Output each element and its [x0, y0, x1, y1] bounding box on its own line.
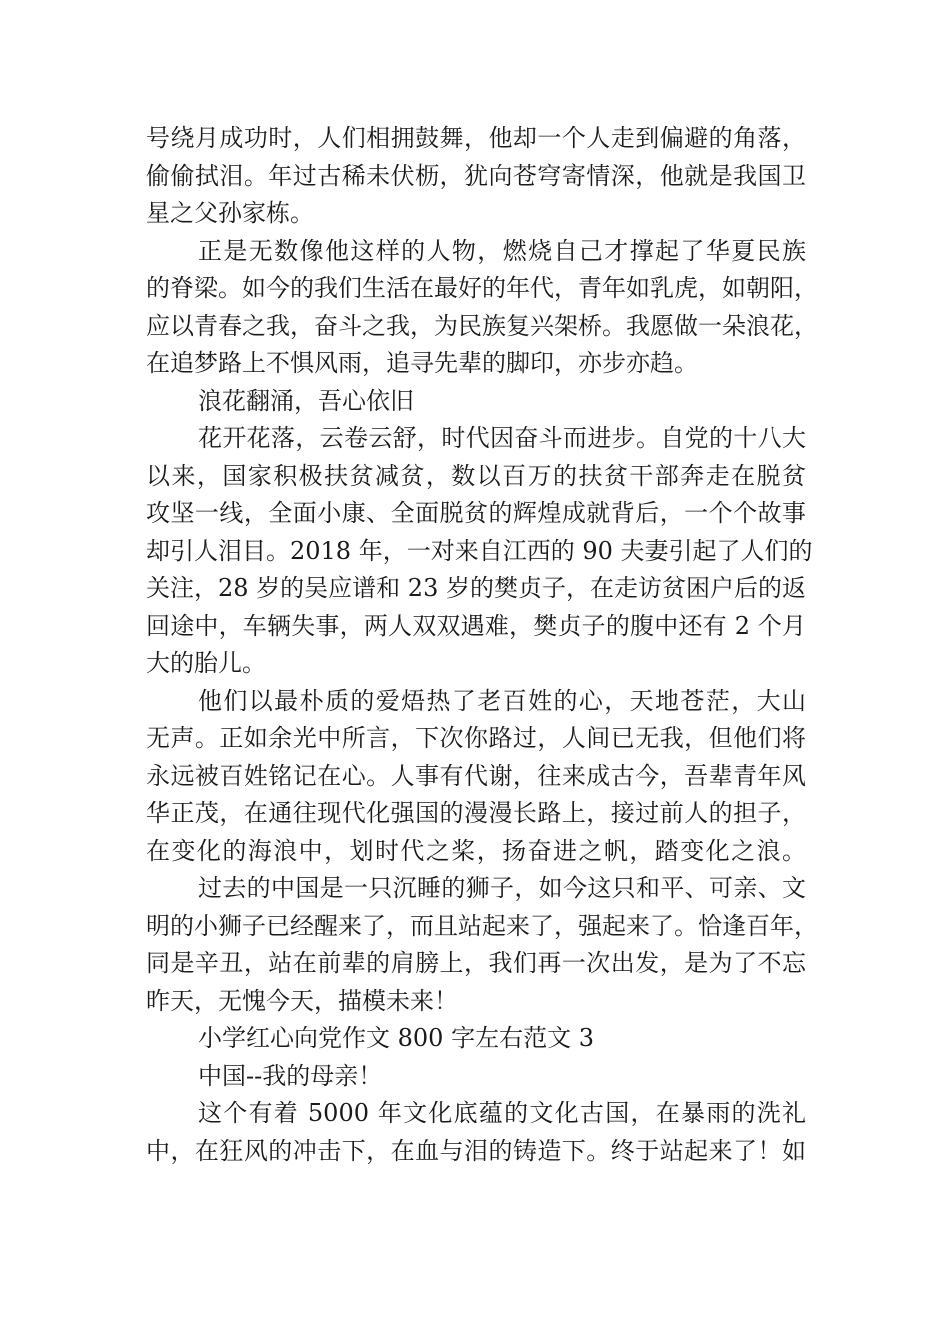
text-line: 大的胎儿。 — [146, 649, 266, 677]
text-line: 的脊梁。如今的我们生活在最好的年代，青年如乳虎，如朝阳， — [146, 274, 818, 302]
paragraph-first-line: 小学红心向党作文 800 字左右范文 3 — [198, 1024, 594, 1052]
text-line: 昨天，无愧今天，描模未来！ — [146, 986, 458, 1015]
text-line: 偷偷拭泪。年过古稀未伏枥，犹向苍穹寄情深，他就是我国卫 — [146, 161, 806, 190]
paragraph-first-line: 过去的中国是一只沉睡的狮子，如今这只和平、可亲、文 — [198, 874, 806, 902]
text-line: 攻坚一线，全面小康、全面脱贫的辉煌成就背后，一个个故事 — [146, 499, 806, 527]
paragraph-first-line: 正是无数像他这样的人物，燃烧自己才撑起了华夏民族 — [198, 236, 806, 265]
text-line: 同是辛丑，站在前辈的肩膀上，我们再一次出发，是为了不忘 — [146, 949, 806, 977]
text-line: 以来，国家积极扶贫减贫，数以百万的扶贫干部奔走在脱贫 — [146, 461, 806, 490]
paragraph-first-line: 浪花翻涌，吾心依旧 — [198, 386, 414, 415]
text-line: 永远被百姓铭记在心。人事有代谢，往来成古今，吾辈青年风 — [146, 761, 806, 790]
text-line: 却引人泪目。2018 年，一对来自江西的 90 夫妻引起了人们的 — [146, 536, 813, 565]
paragraph-first-line: 花开花落，云卷云舒，时代因奋斗而进步。自党的十八大 — [198, 424, 806, 452]
text-line: 中，在狂风的冲击下，在血与泪的铸造下。终于站起来了！如 — [146, 1136, 806, 1165]
text-line: 应以青春之我，奋斗之我，为民族复兴架桥。我愿做一朵浪花， — [146, 311, 818, 340]
text-line: 华正茂，在通往现代化强国的漫漫长路上，接过前人的担子， — [146, 799, 806, 827]
paragraph-first-line: 中国--我的母亲！ — [198, 1061, 383, 1090]
text-line: 在变化的海浪中，划时代之桨，扬奋进之帆，踏变化之浪。 — [146, 836, 806, 865]
text-line: 在追梦路上不惧风雨，追寻先辈的脚印，亦步亦趋。 — [146, 349, 698, 377]
text-line: 关注，28 岁的吴应谱和 23 岁的樊贞子，在走访贫困户后的返 — [146, 574, 806, 602]
text-line: 星之父孙家栋。 — [146, 199, 314, 227]
text-line: 回途中，车辆失事，两人双双遇难，樊贞子的腹中还有 2 个月 — [146, 611, 806, 640]
document-body — [146, 120, 818, 1170]
text-line: 无声。正如余光中所言，下次你路过，人间已无我，但他们将 — [146, 724, 806, 752]
paragraph-first-line: 他们以最朴质的爱焐热了老百姓的心，天地苍茫，大山 — [198, 686, 806, 715]
paragraph-first-line: 这个有着 5000 年文化底蕴的文化古国，在暴雨的洗礼 — [198, 1099, 806, 1127]
text-line: 号绕月成功时，人们相拥鼓舞，他却一个人走到偏避的角落， — [146, 124, 806, 152]
text-line: 明的小狮子已经醒来了，而且站起来了，强起来了。恰逢百年， — [146, 911, 818, 940]
